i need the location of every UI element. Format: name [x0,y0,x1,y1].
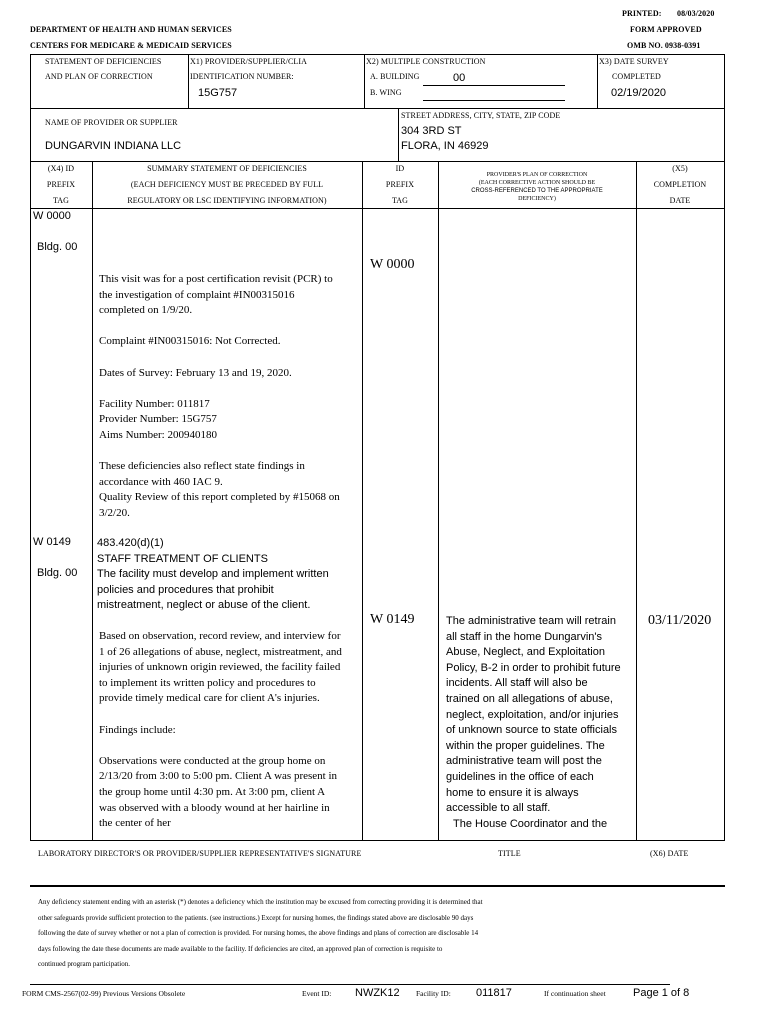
tag-header: TAG [391,196,409,205]
disclaimer-line-5: continued program participation. [38,960,130,968]
facility-id-label: Facility ID: [416,989,451,998]
x2-label: X2) MULTIPLE CONSTRUCTION [366,57,486,66]
regulation-text: The facility must develop and implement written policies and procedures that prohibit mistreatment, neglect or abuse of the client. [97,568,329,612]
provider-name-value: DUNGARVIN INDIANA LLC [45,140,182,152]
provider-id-value: 15G757 [198,87,238,99]
x1-label: X1) PROVIDER/SUPPLIER/CLIA [190,57,308,66]
form-number: FORM CMS-2567(02-99) Previous Versions Obsolete [22,989,186,998]
plan-subheader-3: DEFICIENCY) [518,196,556,202]
statement-label: STATEMENT OF DEFICIENCIES [45,57,162,66]
findings-include: Findings include: [99,723,176,736]
facility-number: Facility Number: 011817 [99,397,210,410]
finding-observation: Observations were conducted at the group home on 2/13/20 from 3:00 to 5:00 pm. Client A was present in the group home until 4:30 pm. At 3:00 pm, client A was observed with a bloody wound at her hairline in the center of her [99,754,338,830]
disclaimer-line-4: days following the date these documents are made available to the facility. If deficiencies are cited, an approved plan of correction is requisite to [38,944,443,953]
disclaimer-line-2: other safeguards provide sufficient protection to the patients. (see instructions.) Except for nursing homes, the findings stated above are disclosable 90 days [38,913,474,922]
address-line1: 304 3RD ST [401,125,462,137]
omb-number: OMB NO. 0938-0391 [627,41,701,50]
bldg-label: Bldg. 00 [37,241,78,253]
x4-id-header: (X4) ID [47,164,75,173]
x5-header: (X5) [672,164,688,173]
regulation-code: 483.420(d)(1) [97,537,164,549]
event-id-label: Event ID: [302,989,332,998]
signature-label: LABORATORY DIRECTOR'S OR PROVIDER/SUPPLIER REPRESENTATIVE'S SIGNATURE [38,849,362,858]
paragraph-ids [99,397,343,444]
printed-date: 08/03/2020 [677,9,715,18]
plan-text: The administrative team will retrain all staff in the home Dungarvin's Abuse, Neglect, and Exploitation Policy, B-2 in order to prohibit future incidents. All staff will also be trained on all allegations of abuse, neglect, exploitation, and/or injuries of unknown source to state officials within the proper guidelines. The administrative team will post the guidelines in the office of each home to ensure it is always accessible to all staff. [446,615,621,815]
completion-date: 03/11/2020 [648,613,712,628]
finding-summary: Based on observation, record review, and interview for 1 of 26 allegations of abuse, neglect, mistreatment, and injuries of unknown origin reviewed, the facility failed to implement its written policy and procedures to provide timely medical care for client A's injuries. [99,630,342,705]
printed-label: PRINTED: [622,9,662,18]
disclaimer [38,895,483,973]
paragraph-complaint: Complaint #IN00315016: Not Corrected. [99,335,281,348]
deficiency-intro [99,272,343,522]
plan-text-continued: The House Coordinator and the [453,817,608,830]
plan-header: PROVIDER'S PLAN OF CORRECTION [486,172,588,178]
regulation-block [97,536,342,614]
building-label: A. BUILDING [370,72,420,81]
plan-of-correction [446,614,624,832]
aims-number: Aims Number: 200940180 [99,428,217,441]
centers-name: CENTERS FOR MEDICARE & MEDICAID SERVICES [30,41,232,50]
x6-date-label: (X6) DATE [650,849,689,858]
x4-prefix-header: PREFIX [46,180,76,189]
address-label: STREET ADDRESS, CITY, STATE, ZIP CODE [401,111,561,120]
provider-number: Provider Number: 15G757 [99,413,217,426]
address-line2: FLORA, IN 46929 [401,140,489,152]
regulation-title: STAFF TREATMENT OF CLIENTS [97,552,268,565]
paragraph-reflect [99,459,343,521]
summary-subheader-2: REGULATORY OR LSC IDENTIFYING INFORMATION) [127,196,327,205]
prefix-header: PREFIX [385,180,415,189]
tag-w0000-right: W 0000 [370,257,415,272]
completion-header: COMPLETION [653,180,707,189]
page-number: Page 1 of 8 [633,987,690,999]
date-header: DATE [669,196,691,205]
x4-tag-header: TAG [52,196,70,205]
department-name: DEPARTMENT OF HEALTH AND HUMAN SERVICES [30,25,232,34]
title-label: TITLE [498,849,521,858]
wing-label: B. WING [370,88,402,97]
summary-subheader: (EACH DEFICIENCY MUST BE PRECEDED BY FULL [130,180,324,189]
building-value: 00 [453,72,466,84]
provider-name-label: NAME OF PROVIDER OR SUPPLIER [45,118,178,127]
plan-label: AND PLAN OF CORRECTION [45,72,153,81]
id-header: ID [395,164,405,173]
disclaimer-line-1: Any deficiency statement ending with an asterisk (*) denotes a deficiency which the institution may be excused from correcting providing it is determined that [38,898,483,906]
tag-w0149-right: W 0149 [370,612,415,627]
continuation-label: If continuation sheet [544,989,606,998]
bldg-label-2: Bldg. 00 [37,567,78,579]
x1-identification-label: IDENTIFICATION NUMBER: [190,72,294,81]
paragraph-dates: Dates of Survey: February 13 and 19, 2020. [99,366,292,379]
paragraph-visit: This visit was for a post certification revisit (PCR) to the investigation of complaint #IN00315016 completed on 1/9/20. [99,273,333,317]
event-id-value: NWZK12 [355,987,400,999]
plan-subheader-2: CROSS-REFERENCED TO THE APPROPRIATE [471,188,603,194]
form-approved: FORM APPROVED [630,25,702,34]
summary-header: SUMMARY STATEMENT OF DEFICIENCIES [147,164,307,173]
disclaimer-line-3: following the date of survey whether or not a plan of correction is provided. For nursing homes, the above findings and plans of correction are disclosable 14 [38,929,479,937]
survey-date-value: 02/19/2020 [611,87,667,99]
facility-id-value: 011817 [476,987,512,999]
tag-w0000: W 0000 [33,210,71,222]
paragraph-quality-review: Quality Review of this report completed by #15068 on 3/2/20. [99,491,340,519]
x3-completed-label: COMPLETED [612,72,661,81]
plan-subheader: (EACH CORRECTIVE ACTION SHOULD BE [478,180,596,186]
x3-label: X3) DATE SURVEY [599,57,669,66]
findings-block [99,629,343,832]
paragraph-state-findings: These deficiencies also reflect state findings in accordance with 460 IAC 9. [99,460,305,488]
tag-w0149: W 0149 [33,536,71,548]
